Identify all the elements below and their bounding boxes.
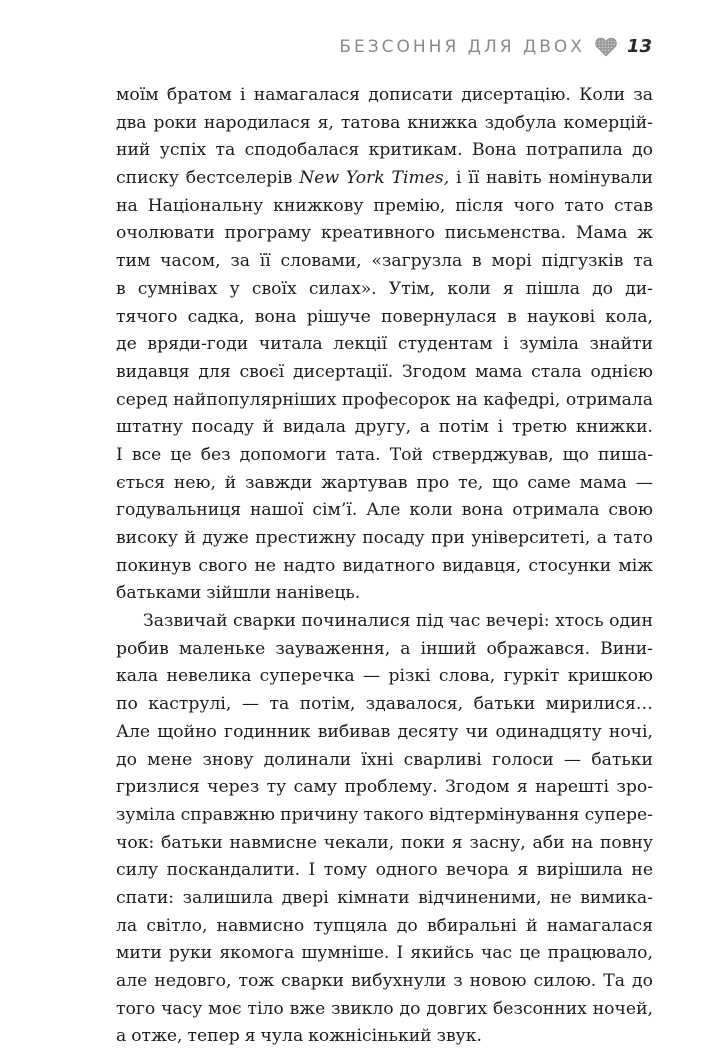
text-line: чок: батьки навмисне чекали, поки я засну, аби на повну bbox=[116, 832, 653, 853]
text-line: видавця для своєї дисертації. Згодом мама стала однією bbox=[116, 361, 653, 382]
text-line: гризлися через ту саму проблему. Згодом я нарешті зро- bbox=[116, 777, 653, 798]
text-line: до мене знову долинали їхні сварливі голоси — батьки bbox=[116, 749, 653, 770]
text-fragment: і її навіть номінували bbox=[449, 168, 653, 189]
text-line: де вряди-годи читала лекції студентам і зуміла знайти bbox=[116, 334, 653, 355]
text-line: моїм братом і намагалася дописати дисертацію. Коли за bbox=[116, 85, 653, 105]
text-line: штатну посаду й видала другу, а потім і третю книжки. bbox=[116, 417, 653, 438]
text-line: але недовго, тож сварки вибухнули з новою силою. Та до bbox=[116, 971, 653, 991]
text-line: в сумнівах у своїх силах». Утім, коли я пішла до ди- bbox=[116, 278, 653, 299]
text-line: ла світло, навмисно тупцяла до вбиральні й намагалася bbox=[116, 915, 653, 936]
text-line: два роки народилася я, татова книжка здобула комерцій- bbox=[116, 112, 653, 133]
text-line: високу й дуже престижну посаду при університеті, а тато bbox=[116, 528, 653, 548]
newspaper-title: New York Times, bbox=[299, 168, 450, 189]
text-line: ється нею, й завжди жартував про те, що саме мама — bbox=[116, 472, 653, 493]
text-line: очолювати програму креативного письменства. Мама ж bbox=[116, 223, 653, 244]
heart-icon bbox=[595, 37, 617, 57]
paragraph bbox=[116, 82, 653, 608]
running-header bbox=[0, 36, 652, 57]
text-line: серед найпопулярніших професорок на кафедрі, отримала bbox=[116, 389, 653, 410]
text-line: тячого садка, вона рішуче повернулася в наукові кола, bbox=[116, 306, 653, 327]
paragraph bbox=[116, 608, 653, 1051]
text-line: зуміла справжню причину такого відтермінування супере- bbox=[116, 804, 653, 825]
text-line: спати: залишила двері кімнати відчиненими, не вимика- bbox=[116, 887, 653, 908]
body-text bbox=[116, 82, 653, 1051]
text-line: робив маленьке зауваження, а інший ображався. Вини- bbox=[116, 638, 653, 659]
text-line: того часу моє тіло вже звикло до довгих безсонних ночей, bbox=[116, 998, 653, 1019]
text-line: по каструлі, — та потім, здавалося, батьки мирилися… bbox=[116, 694, 653, 715]
text-fragment: списку бестселерів bbox=[116, 168, 300, 189]
text-line: батьками зійшли нанівець. bbox=[116, 583, 361, 604]
text-line: Зазвичай сварки починалися під час вечері: хтось один bbox=[143, 611, 653, 632]
text-line: тим часом, за її словами, «загрузла в морі підгузків та bbox=[116, 251, 653, 272]
page-number: 13 bbox=[626, 36, 652, 57]
text-line: кала невелика суперечка — різкі слова, гуркіт кришкою bbox=[116, 666, 653, 687]
text-line: годувальниця нашої сім’ї. Але коли вона отримала свою bbox=[116, 500, 653, 521]
text-line: Але щойно годинник вибивав десяту чи одинадцяту ночі, bbox=[116, 721, 653, 742]
text-line-mixed bbox=[116, 165, 653, 193]
text-line: на Національну книжкову премію, після чого тато став bbox=[116, 195, 653, 216]
text-line: мити руки якомога шумніше. І якийсь час це працювало, bbox=[116, 943, 653, 964]
text-line: а отже, тепер я чула кожнісінький звук. bbox=[116, 1026, 482, 1047]
text-line: ний успіх та сподобалася критикам. Вона потрапила до bbox=[116, 140, 653, 161]
running-title: БЕЗСОННЯ ДЛЯ ДВОХ bbox=[339, 36, 585, 57]
text-line: силу поскандалити. І тому одного вечора я вирішила не bbox=[116, 860, 653, 881]
text-line: І все це без допомоги тата. Той стверджував, що пиша- bbox=[116, 444, 653, 465]
text-line: покинув свого не надто видатного видавця, стосунки між bbox=[116, 555, 653, 576]
